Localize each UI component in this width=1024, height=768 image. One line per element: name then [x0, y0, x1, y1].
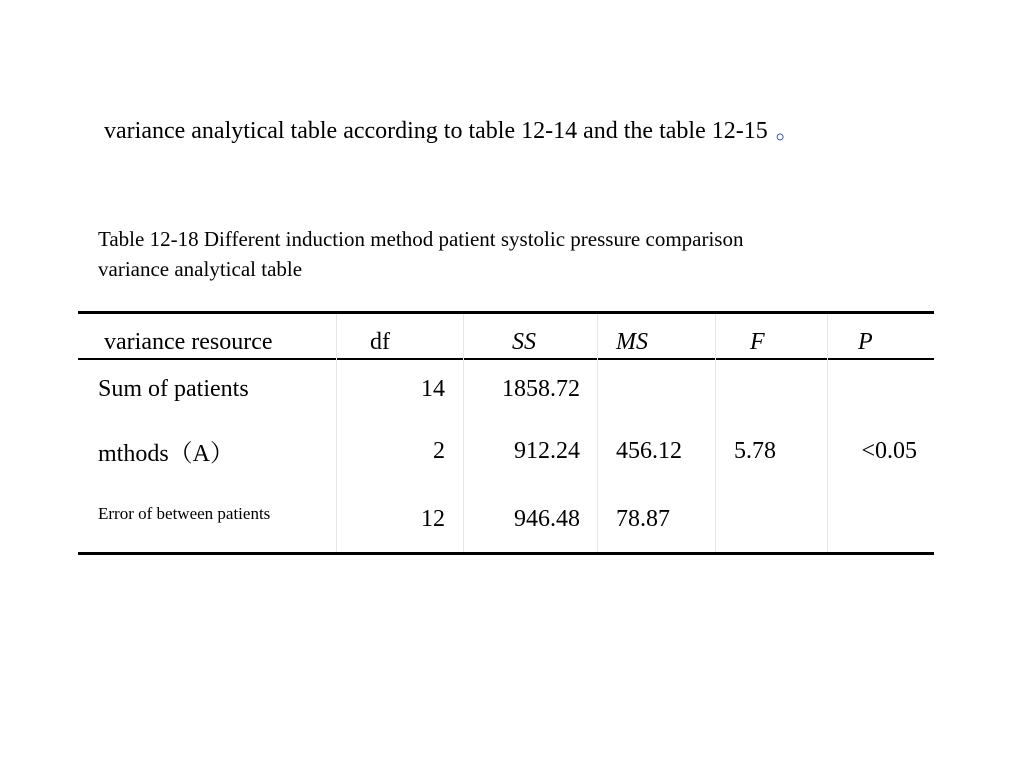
table-top-rule: [78, 311, 934, 314]
column-separator: [597, 314, 598, 552]
intro-sentence: variance analytical table according to table 12-14 and the table 12-15: [104, 118, 768, 144]
header-ss: SS: [512, 329, 536, 355]
row-source-cell: Sum of patients: [98, 376, 249, 402]
variance-table: [78, 311, 934, 556]
row-ss-cell: 1858.72: [502, 376, 580, 402]
header-f: F: [750, 329, 765, 355]
row-df-cell: 14: [421, 376, 445, 402]
table-caption: [98, 224, 918, 284]
row-df-cell: 12: [421, 506, 445, 532]
column-separator: [463, 314, 464, 552]
caption-line-1: Table 12-18 Different induction method patient systolic pressure comparison: [98, 227, 744, 251]
column-separator: [715, 314, 716, 552]
row-source-cell: mthods（A）: [98, 441, 235, 467]
row-df-cell: 2: [433, 438, 445, 464]
intro-text: [104, 110, 800, 145]
row-ms-cell: 456.12: [616, 438, 682, 464]
row-ss-cell: 912.24: [514, 438, 580, 464]
table-header-rule: [78, 358, 934, 360]
intro-full-stop: 。: [775, 118, 800, 144]
table-bottom-rule: [78, 552, 934, 555]
row-ss-cell: 946.48: [514, 506, 580, 532]
column-separator: [336, 314, 337, 552]
row-p-cell: <0.05: [861, 438, 917, 464]
header-variance-resource: variance resource: [104, 329, 273, 355]
header-p: P: [858, 329, 873, 355]
header-ms: MS: [616, 329, 648, 355]
column-separator: [827, 314, 828, 552]
row-source-cell: Error of between patients: [98, 504, 271, 523]
caption-line-2: variance analytical table: [98, 257, 303, 281]
row-f-cell: 5.78: [734, 438, 776, 464]
row-ms-cell: 78.87: [616, 506, 670, 532]
header-df: df: [370, 329, 390, 355]
